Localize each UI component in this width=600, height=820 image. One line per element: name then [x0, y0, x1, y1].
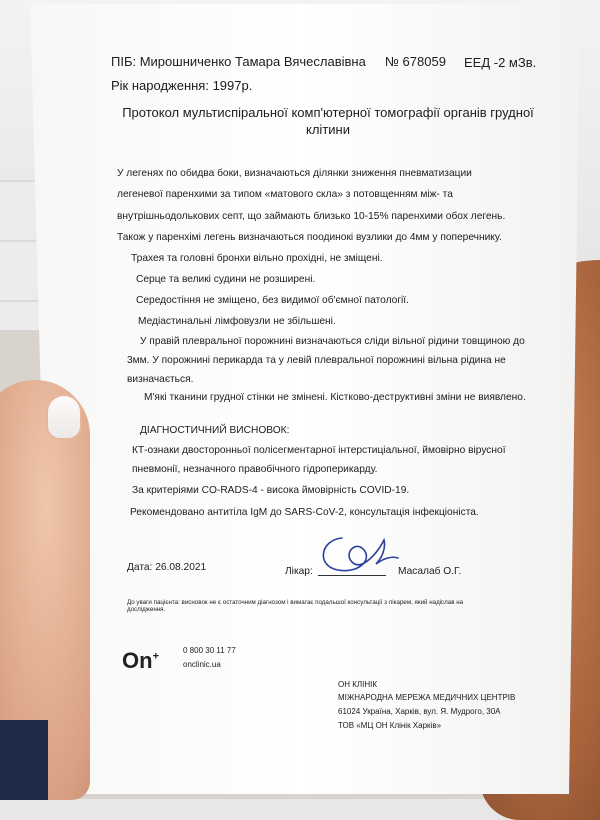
- record-number: № 678059: [385, 54, 446, 69]
- finding-line: Середостіння не зміщено, без видимої об'ємної патології.: [136, 295, 409, 306]
- finding-line: У правій плевральної порожнині визначаються сліди вільної рідини товщиною до: [140, 336, 525, 347]
- page-title: Протокол мультиспіральної комп'ютерної томографії органів грудної клітини: [122, 105, 534, 137]
- clinic-name: ОН КЛІНІК: [338, 680, 378, 689]
- conclusion-line: Рекомендовано антитіла IgM до SARS-CoV-2, консультація інфекціоніста.: [130, 507, 479, 518]
- doctor-label: Лікар:: [285, 566, 313, 577]
- finding-line: 3мм. У порожнині перикарда та у левій плевральної порожнині вільна рідина не: [127, 355, 506, 366]
- conclusion-line: пневмонії, незначного правобічного гідроперикарду.: [132, 464, 378, 475]
- doctor-signature: [312, 528, 402, 583]
- patient-name: ПІБ: Мирошниченко Тамара Вячеславівна: [111, 54, 366, 69]
- finding-line: Серце та великі судини не розширені.: [136, 274, 316, 285]
- clinic-network: МІЖНАРОДНА МЕРЕЖА МЕДИЧНИХ ЦЕНТРІВ: [338, 693, 516, 702]
- finding-line: М'які тканини грудної стінки не змінені. Кістково-деструктивні зміни не виявлено.: [144, 392, 526, 403]
- conclusion-heading: ДІАГНОСТИЧНИЙ ВИСНОВОК:: [140, 425, 290, 436]
- clinic-phone: 0 800 30 11 77: [183, 646, 236, 655]
- doctor-name: Масалаб О.Г.: [398, 566, 462, 577]
- finding-line: Також у паренхімі легень визначаються поодинокі вузлики до 4мм у поперечнику.: [117, 232, 502, 243]
- birth-year: Рік народження: 1997р.: [111, 78, 253, 93]
- clinic-address: 61024 Україна, Харків, вул. Я. Мудрого, 30А: [338, 707, 501, 716]
- finding-line: Трахея та головні бронхи вільно прохідні, не зміщені.: [131, 253, 383, 264]
- clinic-website: onclinic.ua: [183, 660, 221, 669]
- fingernail: [48, 396, 80, 438]
- finding-line: внутрішньодолькових септ, що займають близько 10-15% паренхими обох легень.: [117, 211, 506, 222]
- report-date: Дата: 26.08.2021: [127, 562, 207, 573]
- finding-line: легеневої паренхими за типом «матового скла» з потовщенням між- та: [117, 189, 453, 200]
- patient-notice-line: дослідження.: [127, 606, 166, 613]
- sleeve: [0, 720, 48, 800]
- conclusion-line: КТ-ознаки двосторонньої полісегментарної інтерстиціальної, ймовірно вірусної: [132, 445, 506, 456]
- clinic-logo: On+: [122, 648, 159, 673]
- radiation-dose: ЕЕД -2 мЗв.: [464, 55, 537, 70]
- patient-notice-line: До уваги пацієнта: висновок не є остаточним діагнозом і вимагає подальшої консультації з лікарем, який надіслав на: [127, 599, 464, 606]
- clinic-company: ТОВ «МЦ ОН Клінік Харків»: [338, 721, 442, 730]
- finding-line: Медіастинальні лімфовузли не збільшені.: [138, 316, 336, 327]
- finding-line: У легенях по обидва боки, визначаються ділянки зниження пневматизации: [117, 168, 472, 179]
- conclusion-line: За критеріями CO-RADS-4 - висока ймовірність COVID-19.: [132, 485, 410, 496]
- finding-line: визначається.: [127, 374, 194, 385]
